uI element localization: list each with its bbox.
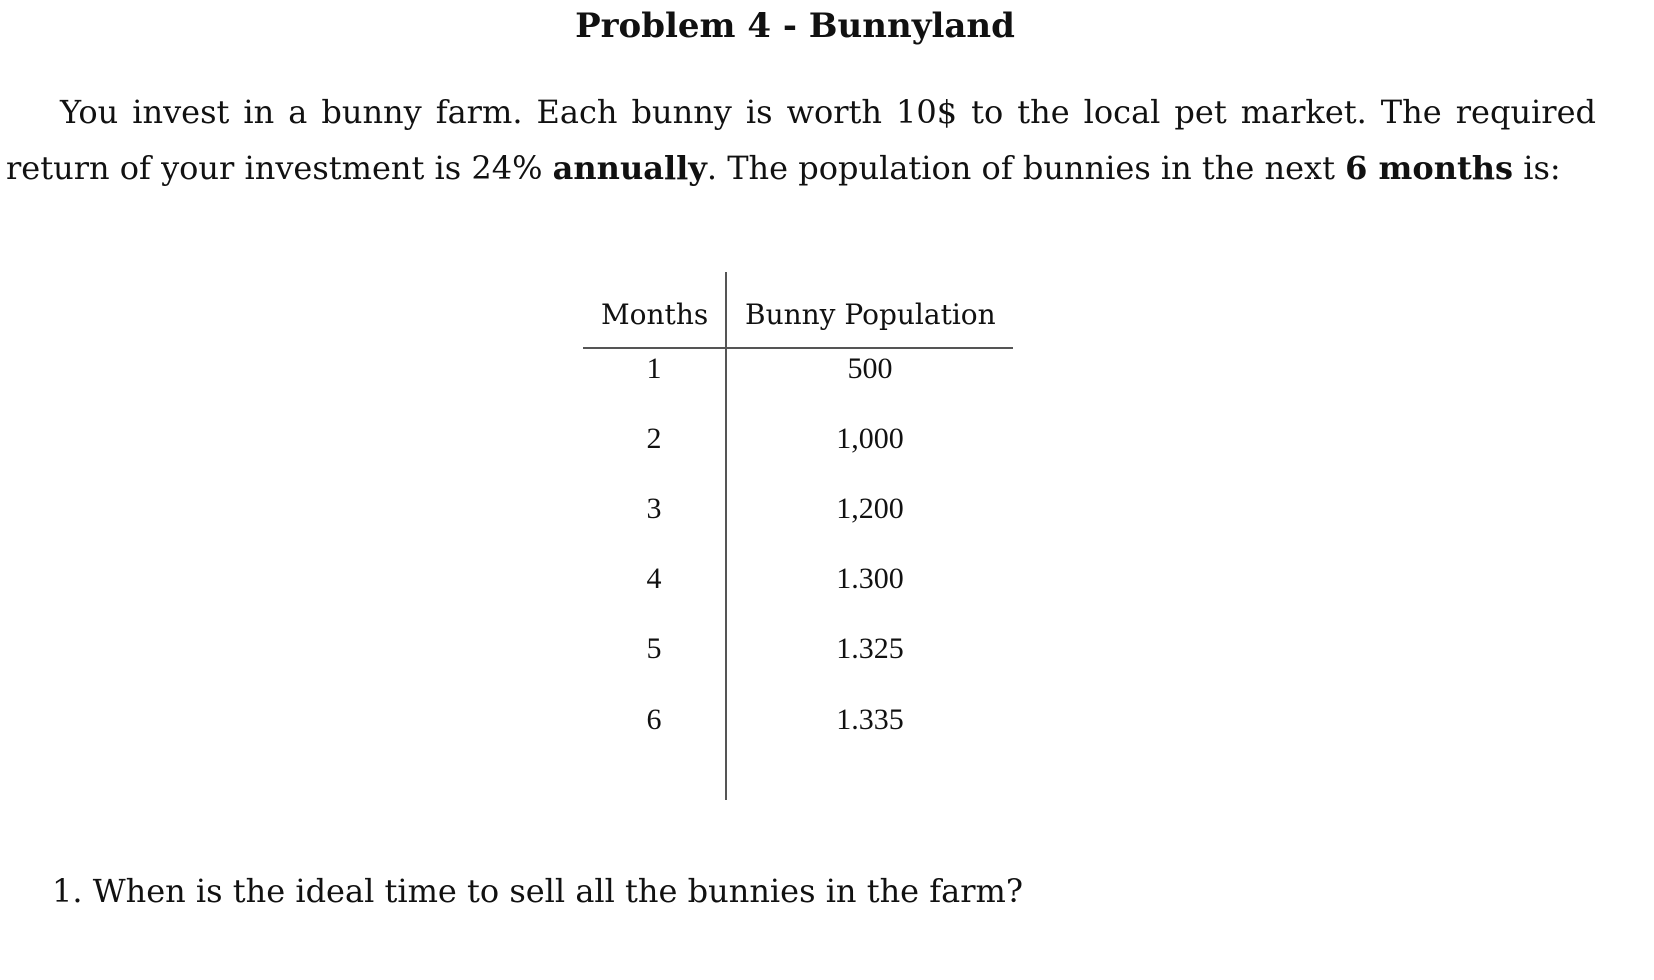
table-cell-population: 1.325 — [836, 632, 904, 665]
table-cell-population: 1.300 — [836, 562, 904, 595]
page-title: Problem 4 - Bunnyland — [575, 6, 1015, 46]
table-cell-population: 1,200 — [836, 492, 904, 525]
table-header-rule — [583, 347, 1013, 349]
table-cell-month: 3 — [646, 492, 662, 525]
question-1: 1. When is the ideal time to sell all the bunnies in the farm? — [52, 872, 1023, 910]
column-header-population: Bunny Population — [745, 298, 996, 331]
statement-line-2 — [6, 140, 1596, 196]
problem-statement — [6, 84, 1596, 196]
statement-bold-months: 6 months — [1345, 149, 1514, 187]
population-table — [583, 272, 1013, 802]
statement-text: . The population of bunnies in the next — [706, 149, 1335, 187]
table-cell-month: 5 — [646, 632, 662, 665]
table-cell-population: 1.335 — [836, 703, 904, 736]
statement-line-1: You invest in a bunny farm. Each bunny is worth 10$ to the local pet market. The required — [60, 93, 1596, 131]
table-cell-population: 1,000 — [836, 422, 904, 455]
table-cell-month: 4 — [646, 562, 662, 595]
table-cell-population: 500 — [847, 352, 893, 385]
table-cell-month: 6 — [646, 703, 662, 736]
table-cell-month: 1 — [646, 352, 662, 385]
column-header-months: Months — [601, 298, 709, 331]
statement-text: return of your investment is 24% — [6, 149, 543, 187]
table-cell-month: 2 — [646, 422, 662, 455]
statement-text: is: — [1523, 149, 1561, 187]
statement-bold-annually: annually — [552, 149, 707, 187]
